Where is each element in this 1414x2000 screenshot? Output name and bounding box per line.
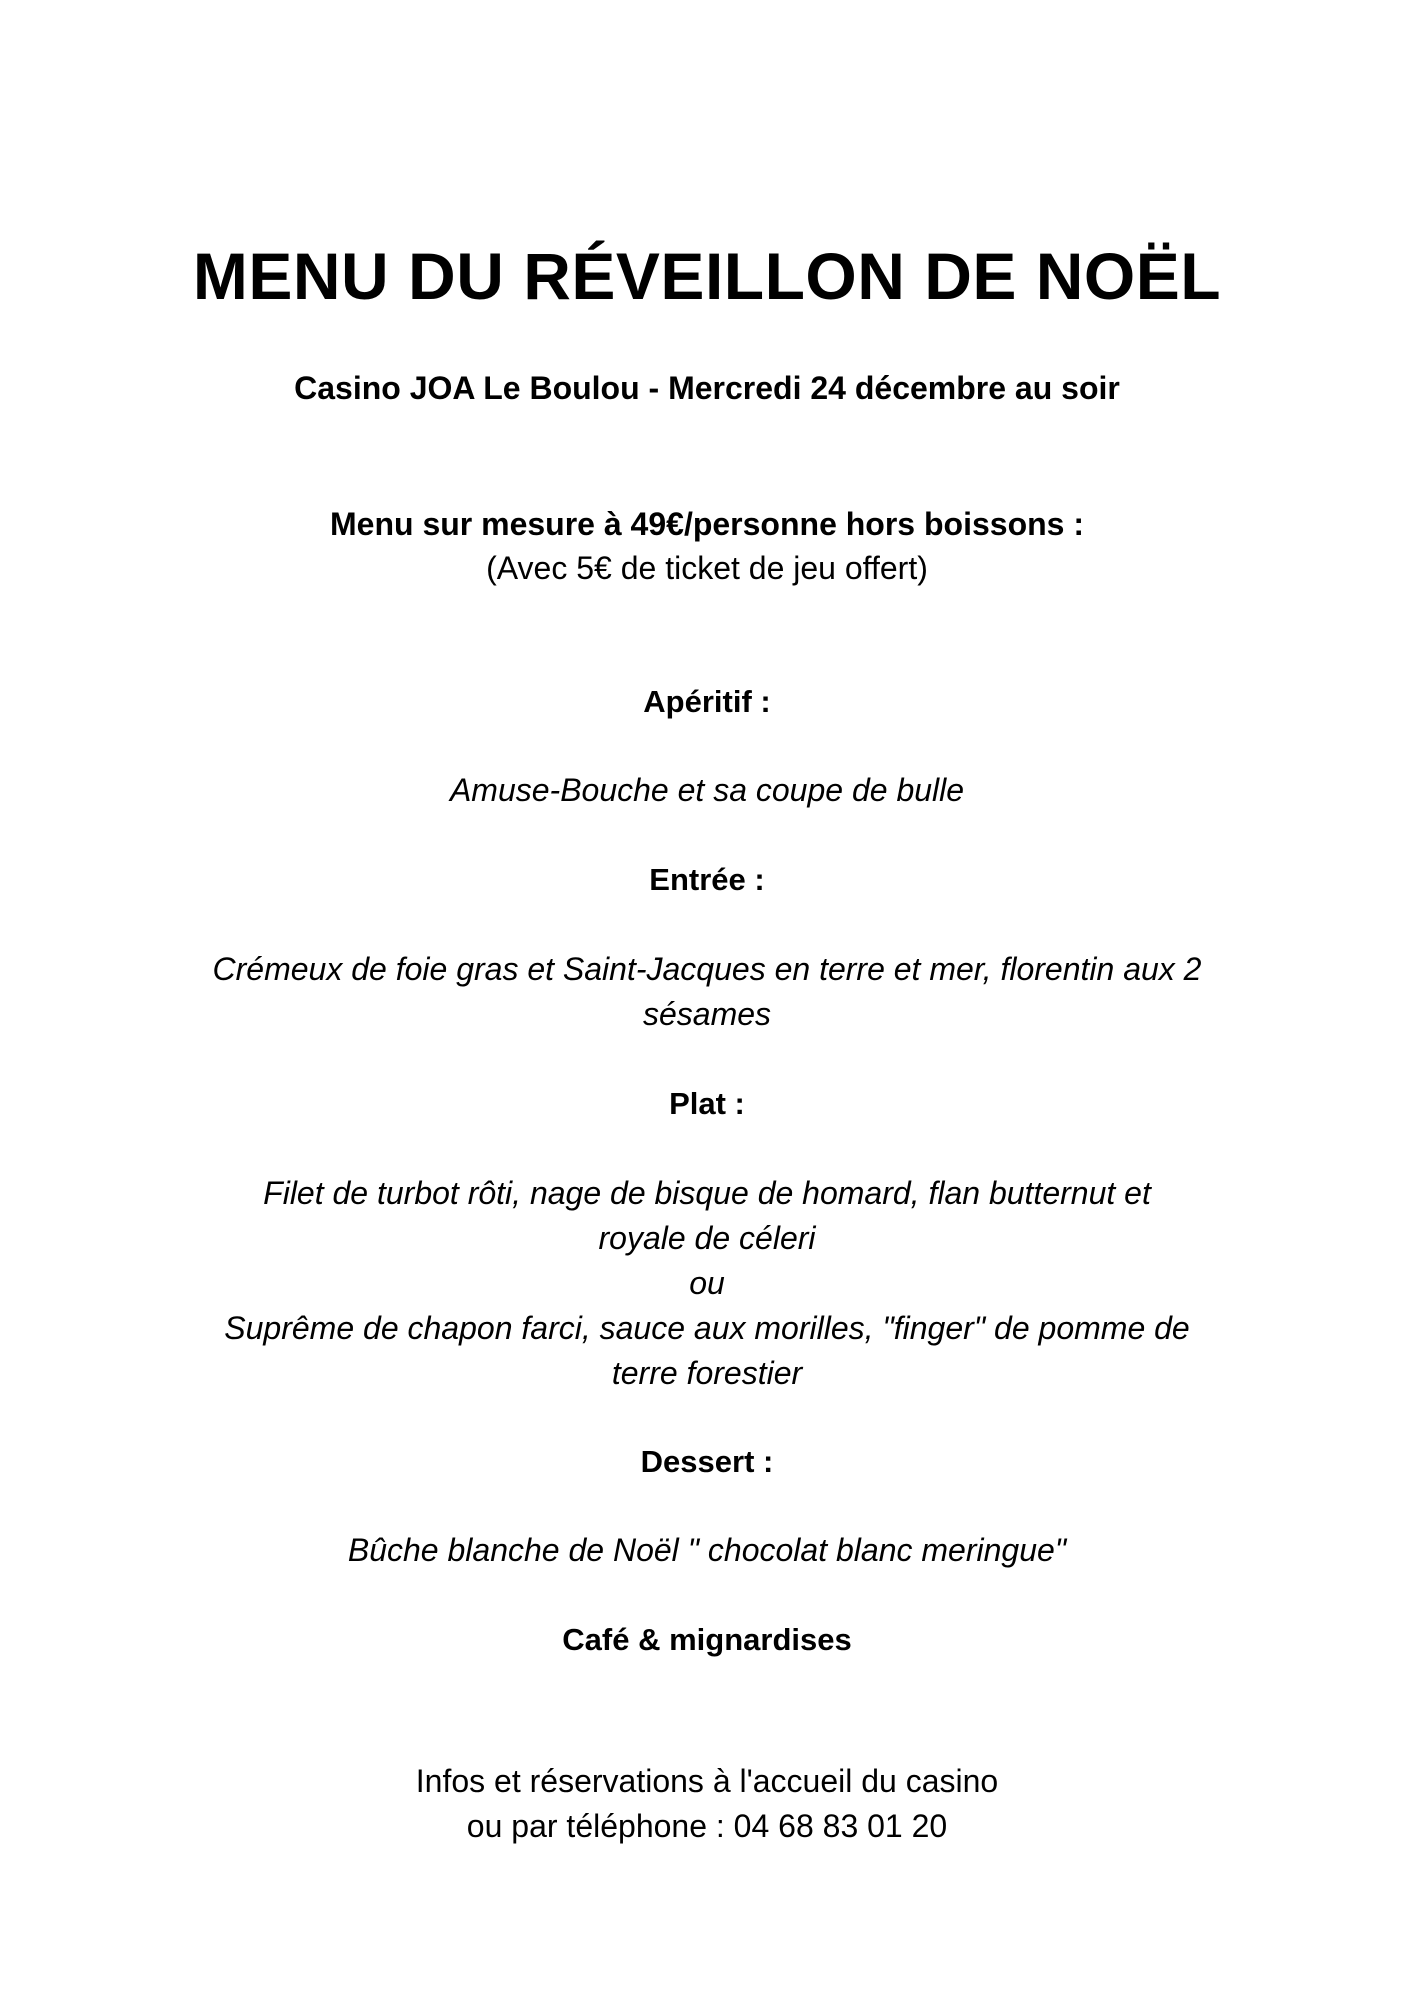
- footer-line1: Infos et réservations à l'accueil du casino: [415, 1763, 999, 1799]
- event-subtitle: Casino JOA Le Boulou - Mercredi 24 décembre au soir: [294, 370, 1120, 406]
- plat-option1-line2: royale de céleri: [598, 1220, 816, 1256]
- entree-dish: [130, 947, 1284, 1037]
- price-main: Menu sur mesure à 49€/personne hors boissons :: [330, 506, 1084, 542]
- entree-heading: Entrée :: [649, 862, 765, 897]
- price-block: [0, 502, 1414, 590]
- plat-heading: Plat :: [669, 1086, 745, 1121]
- dessert-heading: Dessert :: [640, 1444, 774, 1479]
- page-title: MENU DU RÉVEILLON DE NOËL: [192, 239, 1222, 313]
- aperitif-heading: Apéritif :: [643, 684, 771, 719]
- cafe-heading: Café & mignardises: [562, 1622, 852, 1657]
- price-note: (Avec 5€ de ticket de jeu offert): [486, 550, 928, 586]
- entree-dish-line2: sésames: [642, 996, 772, 1032]
- plat-option2-line2: terre forestier: [611, 1355, 803, 1391]
- plat-option2-line1: Suprême de chapon farci, sauce aux morilles, "finger" de pomme de: [224, 1310, 1190, 1346]
- footer-phone: ou par téléphone : 04 68 83 01 20: [466, 1808, 948, 1844]
- footer-info: [0, 1759, 1414, 1849]
- plat-option1-line1: Filet de turbot rôti, nage de bisque de homard, flan butternut et: [263, 1175, 1151, 1211]
- entree-dish-line1: Crémeux de foie gras et Saint-Jacques en terre et mer, florentin aux 2: [212, 951, 1202, 987]
- aperitif-dish: Amuse-Bouche et sa coupe de bulle: [449, 772, 965, 808]
- plat-separator: ou: [689, 1265, 725, 1301]
- plat-dish: [130, 1171, 1284, 1396]
- dessert-dish: Bûche blanche de Noël " chocolat blanc meringue": [347, 1532, 1067, 1568]
